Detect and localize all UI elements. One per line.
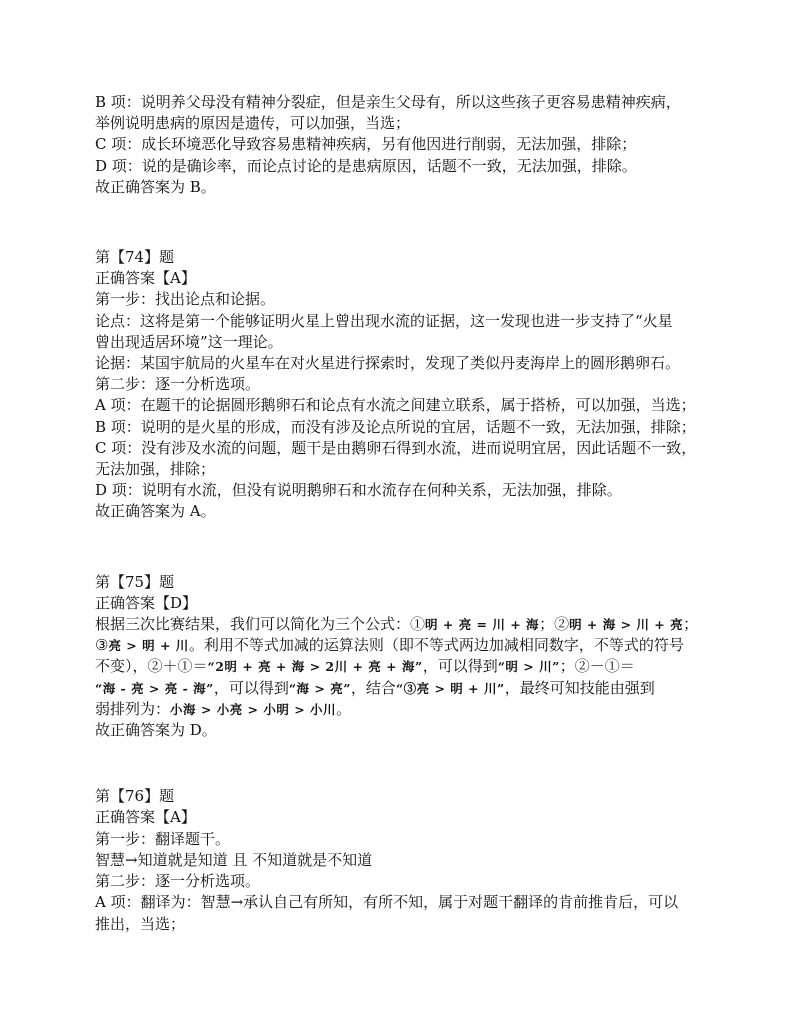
text-fragment: ，可以得到 [213,678,289,697]
answer-line: 正确答案【A】 [95,808,196,827]
q73-explanation [95,92,715,198]
text-line: 无法加强，排除； [95,460,216,479]
text-fragment: ③ [95,636,109,655]
text-fragment: ，可以得到 [422,657,498,676]
text-line [95,699,715,720]
text-fragment: ，最终可知技能由强到 [504,678,655,697]
text-line: 第二步：逐一分析选项。 [95,872,261,891]
text-fragment: ；②－①＝ [559,657,635,676]
text-line: B 项：说明的是火星的形成，而没有涉及论点所说的宜居，话题不一致，无法加强，排除； [95,417,696,436]
text-line [95,614,715,635]
q74-section [95,247,715,523]
formula: 明 + 亮 = 川 + 海 [425,617,540,633]
text-line: 故正确答案为 B。 [95,177,216,196]
text-line: 举例说明患病的原因是遗传，可以加强，当选； [95,114,411,133]
text-line: C 项：成长环境恶化导致容易患精神疾病，另有他因进行削弱，无法加强，排除； [95,135,637,154]
text-line: A 项：在题干的论据圆形鹅卵石和论点有水流之间建立联系，属于搭桥，可以加强，当选； [95,396,696,415]
text-line: 论点：这将是第一个能够证明火星上曾出现水流的证据，这一发现也进一步支持了“火星 [95,311,673,330]
text-line: 曾出现适居环境”这一理论。 [95,332,283,351]
text-line: 智慧→知道就是知道 且 不知道就是不知道 [95,850,373,869]
formula: 小海 > 小亮 > 小明 > 小川 [170,701,337,717]
text-line: 故正确答案为 A。 [95,502,216,521]
text-fragment: 弱排列为： [95,699,171,718]
q75-section [95,572,715,742]
formula: 明 + 海 > 川 + 亮 [569,617,684,633]
text-line: 论据：某国宇航局的火星车在对火星进行探索时，发现了类似丹麦海岸上的圆形鹅卵石。 [95,354,681,373]
formula: “海 > 亮” [288,680,351,696]
formula: “海 - 亮 > 亮 - 海” [95,680,214,696]
question-title: 第【75】题 [95,572,175,591]
question-title: 第【76】题 [95,787,175,806]
text-line: 故正确答案为 D。 [95,721,217,740]
text-line [95,678,715,699]
question-title: 第【74】题 [95,248,175,267]
text-fragment: 根据三次比赛结果，我们可以简化为三个公式：① [95,615,426,634]
formula: “2明 + 亮 + 海 > 2川 + 亮 + 海” [207,659,423,675]
text-fragment: ；② [539,615,570,634]
text-line: C 项：没有涉及水流的问题，题干是由鹅卵石得到水流，进而说明宜居，因此话题不一致， [95,438,697,457]
text-fragment: 。利用不等式加减的运算法则（即不等式两边加减相同数字，不等式的符号 [188,636,684,655]
formula: “明 > 川” [497,659,560,675]
document-page [95,92,715,935]
formula: 亮 > 明 + 川 [108,638,189,654]
text-fragment: 不变），②＋①＝ [95,657,208,676]
text-fragment: 。 [336,699,352,718]
text-line: A 项：翻译为：智慧→承认自己有所知，有所不知，属于对题干翻译的肯前推肯后，可以 [95,893,679,912]
text-line: 推出，当选； [95,914,186,933]
text-line [95,635,715,656]
formula: “③亮 > 明 + 川” [395,680,505,696]
text-line: 第一步：找出论点和论据。 [95,290,276,309]
answer-line: 正确答案【A】 [95,269,196,288]
text-fragment: ，结合 [350,678,396,697]
answer-line: 正确答案【D】 [95,593,198,612]
text-line: 第一步：翻译题干。 [95,829,231,848]
text-line: D 项：说的是确诊率，而论点讨论的是患病原因，话题不一致，无法加强，排除。 [95,156,637,175]
q76-section [95,786,715,934]
text-line [95,656,715,677]
text-line: 第二步：逐一分析选项。 [95,375,261,394]
text-line: D 项：说明有水流，但没有说明鹅卵石和水流存在何种关系，无法加强，排除。 [95,481,622,500]
text-line: B 项：说明养父母没有精神分裂症，但是亲生父母有，所以这些孩子更容易患精神疾病， [95,93,681,111]
text-fragment: ； [683,615,699,634]
